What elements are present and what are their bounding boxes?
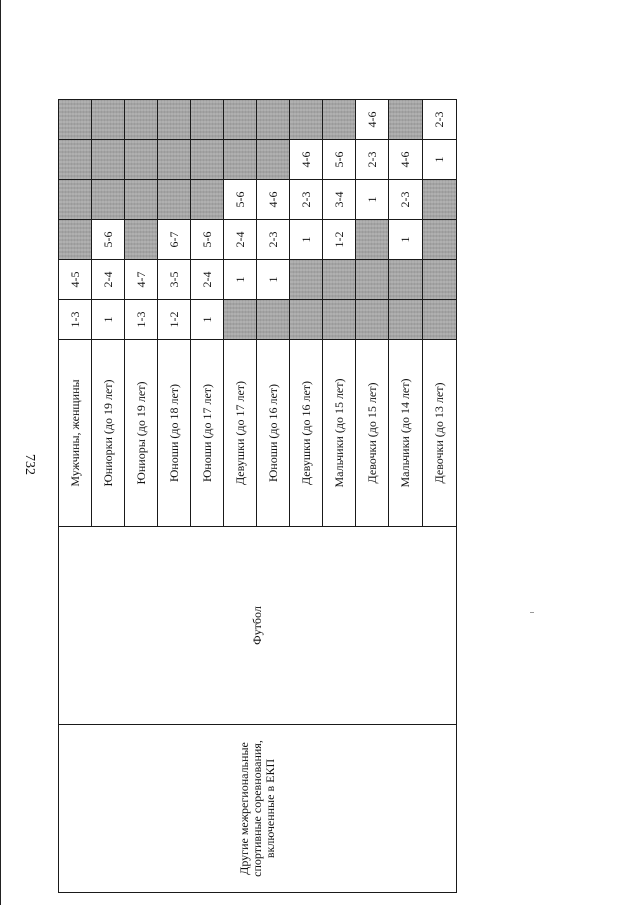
- shaded-cell: [125, 140, 158, 180]
- category-cell: Девочки (до 13 лет): [423, 340, 457, 527]
- place-range-cell: 3-4: [323, 180, 356, 220]
- shaded-cell: [290, 300, 323, 340]
- shaded-cell: [257, 100, 290, 140]
- category-cell: Мальчики (до 15 лет): [323, 340, 356, 527]
- shaded-cell: [423, 300, 457, 340]
- place-range-cell: 2-3: [290, 180, 323, 220]
- place-range-cell: 4-6: [290, 140, 323, 180]
- place-range-cell: 2-3: [389, 180, 423, 220]
- shaded-cell: [125, 100, 158, 140]
- place-range-cell: 1: [92, 300, 125, 340]
- place-range-cell: 5-6: [224, 180, 257, 220]
- page-left-edge: [0, 0, 1, 905]
- place-range-cell: 1-3: [125, 300, 158, 340]
- place-range-cell: 1: [356, 180, 389, 220]
- place-range-cell: 1: [423, 140, 457, 180]
- place-range-cell: 4-7: [125, 260, 158, 300]
- place-range-cell: 2-4: [224, 220, 257, 260]
- category-cell: Юноши (до 17 лет): [191, 340, 224, 527]
- place-range-cell: 1: [389, 220, 423, 260]
- shaded-cell: [290, 260, 323, 300]
- sport-cell: Футбол: [59, 527, 457, 725]
- place-range-cell: 2-3: [257, 220, 290, 260]
- place-range-cell: 4-6: [389, 140, 423, 180]
- shaded-cell: [191, 140, 224, 180]
- competition-cell: Другие межрегиональные спортивные соревнования, включенные в ЕКП: [59, 725, 457, 893]
- shaded-cell: [257, 300, 290, 340]
- shaded-cell: [125, 180, 158, 220]
- place-range-cell: 2-3: [423, 100, 457, 140]
- category-cell: Юноши (до 16 лет): [257, 340, 290, 527]
- table-row: [59, 100, 92, 893]
- shaded-cell: [125, 220, 158, 260]
- category-cell: Девочки (до 15 лет): [356, 340, 389, 527]
- category-cell: Девушки (до 17 лет): [224, 340, 257, 527]
- shaded-cell: [191, 100, 224, 140]
- results-table-body: [59, 100, 457, 893]
- place-range-cell: 1: [257, 260, 290, 300]
- place-range-cell: 1: [191, 300, 224, 340]
- place-range-cell: 4-6: [257, 180, 290, 220]
- shaded-cell: [389, 100, 423, 140]
- shaded-cell: [59, 140, 92, 180]
- place-range-cell: 2-4: [92, 260, 125, 300]
- place-range-cell: 1: [290, 220, 323, 260]
- shaded-cell: [224, 100, 257, 140]
- category-cell: Мужчины, женщины: [59, 340, 92, 527]
- shaded-cell: [389, 260, 423, 300]
- place-range-cell: 4-6: [356, 100, 389, 140]
- category-cell: Мальчики (до 14 лет): [389, 340, 423, 527]
- results-table: [58, 99, 457, 893]
- page-number: 732: [22, 454, 37, 475]
- shaded-cell: [323, 100, 356, 140]
- place-range-cell: 1-2: [158, 300, 191, 340]
- shaded-cell: [323, 300, 356, 340]
- shaded-cell: [59, 180, 92, 220]
- place-range-cell: 5-6: [92, 220, 125, 260]
- shaded-cell: [356, 220, 389, 260]
- place-range-cell: 1-2: [323, 220, 356, 260]
- category-cell: Юниоры (до 19 лет): [125, 340, 158, 527]
- place-range-cell: 5-6: [323, 140, 356, 180]
- shaded-cell: [158, 140, 191, 180]
- place-range-cell: 6-7: [158, 220, 191, 260]
- place-range-cell: 2-4: [191, 260, 224, 300]
- shaded-cell: [92, 180, 125, 220]
- shaded-cell: [323, 260, 356, 300]
- place-range-cell: 4-5: [59, 260, 92, 300]
- shaded-cell: [59, 220, 92, 260]
- shaded-cell: [92, 100, 125, 140]
- shaded-cell: [356, 260, 389, 300]
- results-table-frame: [58, 100, 447, 893]
- shaded-cell: [423, 220, 457, 260]
- category-cell: Юноши (до 18 лет): [158, 340, 191, 527]
- place-range-cell: 2-3: [356, 140, 389, 180]
- shaded-cell: [290, 100, 323, 140]
- scan-artifact: [530, 612, 534, 613]
- shaded-cell: [92, 140, 125, 180]
- shaded-cell: [257, 140, 290, 180]
- shaded-cell: [59, 100, 92, 140]
- shaded-cell: [224, 140, 257, 180]
- place-range-cell: 5-6: [191, 220, 224, 260]
- shaded-cell: [158, 100, 191, 140]
- shaded-cell: [423, 260, 457, 300]
- shaded-cell: [356, 300, 389, 340]
- category-cell: Девушки (до 16 лет): [290, 340, 323, 527]
- shaded-cell: [389, 300, 423, 340]
- shaded-cell: [158, 180, 191, 220]
- category-cell: Юниорки (до 19 лет): [92, 340, 125, 527]
- place-range-cell: 3-5: [158, 260, 191, 300]
- shaded-cell: [423, 180, 457, 220]
- shaded-cell: [224, 300, 257, 340]
- shaded-cell: [191, 180, 224, 220]
- place-range-cell: 1: [224, 260, 257, 300]
- place-range-cell: 1-3: [59, 300, 92, 340]
